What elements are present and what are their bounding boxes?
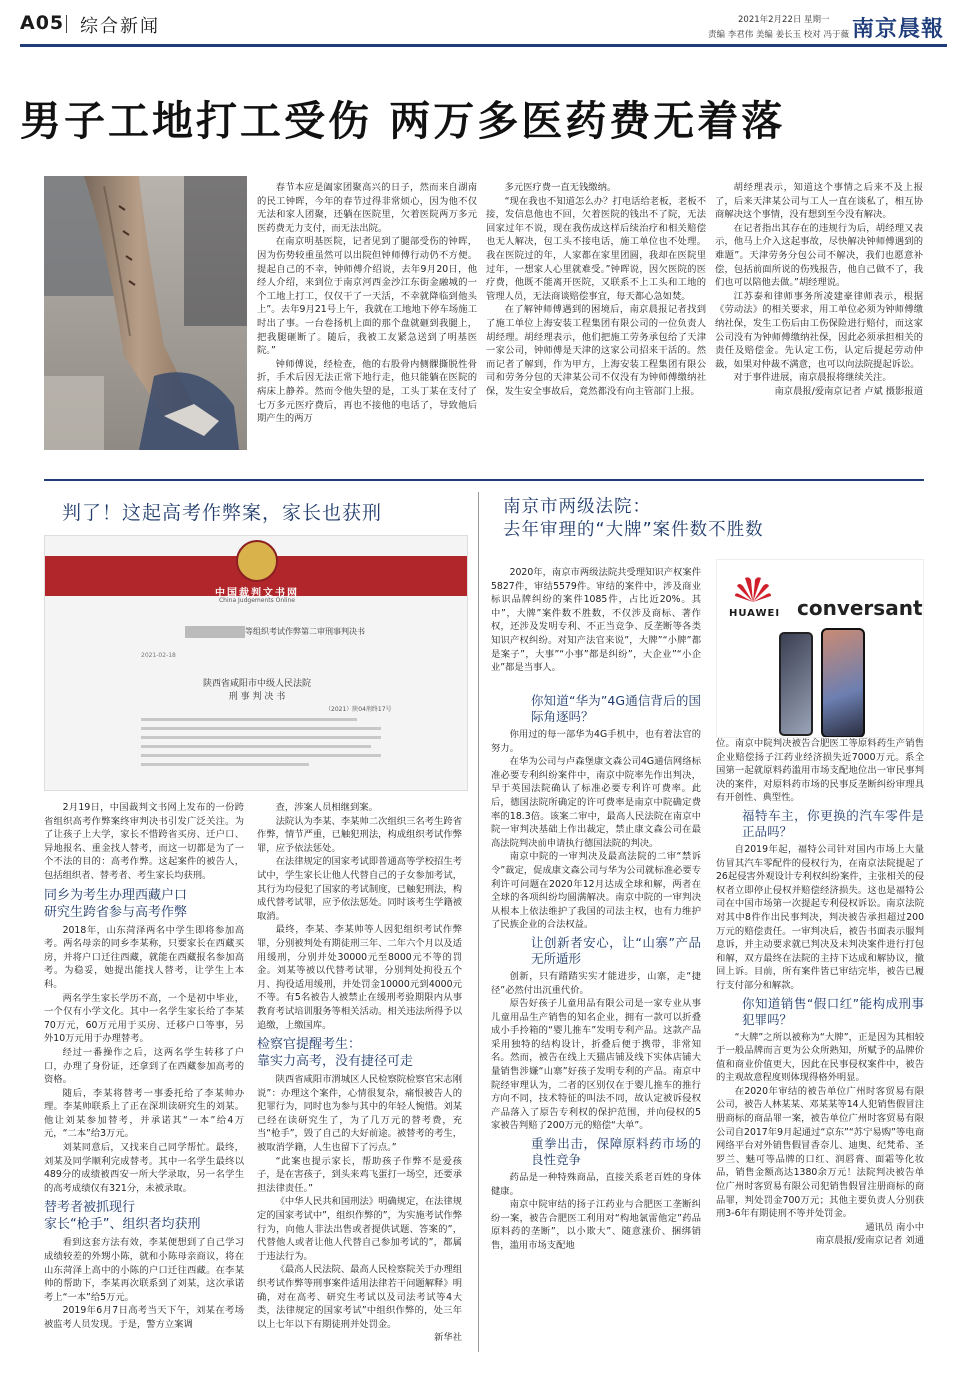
top-story-byline: 南京晨报/爱南京记者 卢斌 摄影报道: [774, 385, 923, 397]
paragraph: 法院认为李某、李某帅二次组织三名考生跨省作弊，情节严重，已触犯刑法，构成组织考试作弊罪，应予依法惩处。: [257, 815, 462, 854]
paragraph: “大牌”之所以被称为“大牌”，正是因为其相较于一般品牌而言更为公众所熟知，所赋予的品牌价值和商业价值更大，因此在民事侵权案件中，被告的主观故意程度则体现得格外明显。: [716, 1031, 924, 1084]
phone-back-image: [779, 632, 813, 736]
document-title: 等组织考试作弊第二审刑事判决书: [245, 627, 365, 636]
newspaper-masthead: 南京晨報: [852, 16, 945, 42]
question-heading-3: 重拳出击，保障原料药市场的良性竞争: [531, 1136, 701, 1168]
right-story-col2: [716, 737, 924, 1248]
paragraph: 陕西省咸阳市渭城区人民检察院检察官宋志刚说”：办理这个案件，心情很复杂，痛恨被告人的犯罪行为，同时也为参与其中的年轻人惋惜。刘某已经在读研究生了，为了几万元的替考费，充当“枪手”，毁了自己的大好前途。被替考的考生，被取消学籍，人生也留下了污点。”: [257, 1074, 462, 1154]
paragraph: 刘某同意后，又找来自己同学帮忙。最终，刘某及同学顺利完成替考。其中一名学生最终以489分的成绩被西安一所大学录取，另一名学生的高考成绩仅有321分，未被录取。: [44, 1142, 244, 1194]
section-name: 综合新闻: [80, 16, 160, 37]
left-story-col2: [257, 801, 462, 1345]
case-number: （2021）陕04刑终17号: [325, 706, 392, 713]
paragraph: 在法律规定的国家考试即普通高等学校招生考试中，学生家长让他人代替自己的子女参加考试，其行为均侵犯了国家的考试制度，已触犯刑法，构成代替考试罪，应予依法惩处。同时该考生学籍被取消。: [257, 856, 462, 922]
paragraph: 《中华人民共和国刑法》明确规定，在法律规定的国家考试中”，组织作弊的”，为实施考试作弊行为，向他人非法出售或者提供试题、答案的”，代替他人或者让他人代替自己参加考试的”，都属于违法行为。: [257, 1196, 462, 1262]
subhead-3: 检察官提醒考生： 靠实力高考，没有捷径可走: [257, 1037, 414, 1070]
paragraph: 经过一番操作之后，这两名学生转移了户口，办理了身份证，还拿到了在西藏参加高考的资格。: [44, 1046, 244, 1086]
site-title: 中国裁判文书网: [215, 588, 299, 599]
column-divider: [478, 492, 479, 1352]
paragraph: 钟师傅说，经检查，他的右股骨内侧髁撕脱性骨折，手术后因无法正常下地行走，他只能躺在医院的病床上静养。然而令他失望的是，工头丁某在支付了七万多元医疗费后，再也不接他的电话了，导致他后期产生的两万: [257, 358, 477, 425]
right-story-intro: [491, 566, 701, 675]
main-headline: 男子工地打工受伤 两万多医药费无着落: [20, 97, 786, 145]
top-story-bottom-rule: [44, 479, 924, 481]
paragraph: 南京中院的一审判决及最高法院的二审“禁诉令”裁定，促成康文森公司与华为公司就标准必要专利许可问题在2020年12月达成全球和解，两者在全球的各项纠纷均圆满解决。南京中院的一审判决从根本上依法维护了我国的司法主权，也有力维护了民族企业的合法权益。: [491, 851, 701, 931]
right-story-col1: [491, 690, 701, 1253]
huawei-conversant-image: [716, 559, 924, 738]
question-heading-5: 你知道销售“假口红”能构成刑事犯罪吗？: [742, 995, 924, 1027]
page-number: A05: [20, 12, 65, 34]
paragraph: “现在我也不知道怎么办？打电话给老板，老板不接，发信息他也不回，欠着医院的钱出不了院，无法回家过年不说，现在我伤成这样后续治疗和相关赔偿也无人解决，包工头不接电话，施工单位也不处理。我在医院过的年，人家都在家里团圆，我却在医院里过年，一想家人心里就难受。”钟晖说，因欠医院的医疗费，他既不能离开医院，又联系不上工头和工地的管理人员，无法商谈赔偿事宜，每天都心急如焚。: [486, 195, 706, 302]
editor-credits: 责编 李君伟 美编 姜长玉 校对 冯于薇: [708, 30, 850, 40]
paragraph: 自2019年起，福特公司针对国内市场上大量仿冒其汽车零配件的侵权行为，在南京法院提起了26起侵害外观设计专利权纠纷案件，主张相关的侵权者立即停止侵权并赔偿经济损失。这也是福特公司在中国市场第一次提起专利侵权诉讼。南京法院对其中8件作出民事判决，判决被告承担超过200万元的赔偿责任。一审判决后，被告书面表示服判息诉，并主动要求就已判决及未判决案件进行打包和解，双方最终在法院的主持下达成和解协议，撤回上诉。目前，所有案件皆已审结完毕，被告已履行支付部分和解款。: [716, 843, 924, 991]
blurred-text-lines: [141, 718, 381, 772]
question-heading-2: 让创新者安心，让“山寨”产品无所遁形: [531, 934, 701, 966]
conversant-brand: conversant: [797, 596, 923, 620]
court-emblem-icon: [236, 540, 278, 582]
judgement-screenshot: [44, 535, 468, 791]
paragraph: 最终，李某、李某帅等人因犯组织考试作弊罪，分别被判处有期徒刑三年、二年六个月以及适用缓刑，分别并处30000元至8000元不等的罚金。刘某等被以代替考试罪，分别判处拘役五个月、拘役适用缓刑，并处罚金10000元到4000元不等。有5名被告人被禁止在缓刑考验期限内从事教育考试培训服务等相关活动。相关违法所得予以追缴，上缴国库。: [257, 924, 462, 1031]
judgement-type: 刑 事 判 决 书: [228, 692, 286, 702]
right-story-byline-2: 南京晨报/爱南京记者 刘通: [815, 1235, 924, 1247]
injured-leg-image: [44, 176, 247, 450]
paragraph: 在了解钟师傅遇到的困境后，南京晨报记者找到了施工单位上海安装工程集团有限公司的一位负责人胡经理。胡经理表示，他们把施工劳务承包给了天津一家公司，钟师傅是天津的这家公司招来干活的。然而记者了解到，作为甲方，上海安装工程集团有限公司和劳务分包的天津某公司不仅没有为钟师傅缴纳社保，发生安全事故后，竟然都没有向主管部门上报。: [486, 304, 706, 397]
paragraph: 春节本应是阖家团聚高兴的日子，然而来自湖南的民工钟晖，今年的春节过得非常烦心，因为他不仅无法和家人团聚，还躺在医院里，欠着医院两万多元医药费无力支付，而无法出院。: [257, 182, 477, 234]
question-heading-1: 你知道“华为”4G通信背后的国际角逐吗？: [531, 693, 701, 724]
paragraph: 药品是一种特殊商品，直接关系老百姓的身体健康。: [491, 1172, 701, 1197]
paragraph: 2018年，山东菏泽两名中学生即将参加高考。两名母亲的同乡李某称，只要家长在西藏买房，并将户口迁往西藏，就能在西藏报名参加高考。为稳妥，她提出能找人替考，让学生上本科。: [44, 924, 244, 990]
paragraph: 查，涉案人员相继到案。: [275, 802, 378, 813]
paragraph: “此案也提示家长，帮助孩子作弊不是爱孩子，是在害孩子，到头来鸡飞蛋打一场空，还要承担法律责任。”: [257, 1155, 462, 1194]
right-story-byline-1: 通讯员 南小中: [865, 1221, 924, 1233]
subhead-1: 同乡为考生办理西藏户口 研究生跨省参与高考作弊: [44, 887, 188, 920]
paragraph: 你用过的每一部华为4G手机中，也有着法官的努力。: [491, 729, 701, 754]
left-story-byline: 新华社: [434, 1332, 462, 1344]
left-story-col1: [44, 801, 244, 1332]
paragraph: 两名学生家长学历不高，一个是初中毕业，一个仅有小学文化。其中一名学生家长给了李某70万元，60万元用于买房、迁移户口等事，另外10万元用于办理替考。: [44, 992, 244, 1045]
document-date: 2021-02-18: [141, 652, 176, 659]
paragraph: 2020年，南京市两级法院共受理知识产权案件5827件，审结5579件。审结的案件中，涉及商业标识品牌纠纷的案件1085件，占比近20%。其中”，大牌”案件数不胜数，不仅涉及商标、著作权，还涉及发明专利、不正当竞争、反垄断等各类知识产权纠纷。对知产法官来说”，大牌”“小牌”都是案子”，大事”“小事”都是纠纷”，大企业”“小企业”都是当事人。: [491, 567, 701, 674]
paragraph: 对于事件进展，南京晨报将继续关注。: [733, 372, 892, 384]
paragraph: 江苏泰和律师事务所凌建豪律师表示，根据《劳动法》的相关要求，用工单位必须为钟师傅缴纳社保，发生工伤后由工伤保险进行赔付，而这家公司没有为钟师傅缴纳社保，因此必须承担相关的责任及赔偿金。先认定工伤，认定后提起劳动仲裁，如果对仲裁不满意，也可以向法院提起诉讼。: [715, 290, 923, 370]
question-heading-4: 福特车主，你更换的汽车零件是正品吗？: [742, 807, 924, 839]
top-story-col1: [257, 181, 477, 426]
redacted-name: [185, 626, 245, 638]
site-subtitle: China Judgements Online: [218, 597, 295, 604]
paragraph: 随后，李某将替考一事委托给了李某帅办理。李某帅联系上了正在深圳读研究生的刘某。他让刘某参加替考，并承诺其“一本”给4万元，“二本”给3万元。: [44, 1087, 244, 1140]
paragraph: 《最高人民法院、最高人民检察院关于办理组织考试作弊等刑事案件适用法律若干问题解释》明确，对在高考、研究生考试以及司法考试等4大类，法律规定的国家考试”中组织作弊的，处三年以上七年以下有期徒刑并处罚金。: [257, 1264, 462, 1330]
paragraph: 看到这套方法有效，李某便想到了自己学习成绩较差的外甥小陈，就和小陈母亲商议，将在山东菏泽上高中的小陈的户口迁往西藏。在李某帅的帮助下，李某再次联系到了刘某，这次承诺考上“一本”给5万元。: [44, 1237, 244, 1303]
paragraph: 在记者指出其存在的违规行为后，胡经理又表示，他马上介入这起事故，尽快解决钟师傅遇到的难题”。天津劳务分包公司不解决，我们也愿意补偿，包括前面所说的伤残报告，他自己做不了，我们也可以陪他去做。”胡经理说。: [715, 222, 923, 289]
paragraph: 2019年6月7日高考当天下午，刘某在考场被监考人员发现。于是，警方立案调: [44, 1305, 244, 1330]
top-story-col3: [715, 181, 923, 399]
court-name: 陕西省咸阳市中级人民法院: [202, 679, 311, 689]
left-story-headline: 判了！这起高考作弊案，家长也获刑: [62, 502, 383, 524]
paragraph: 位。南京中院判决被告合肥医工等原料药生产销售企业赔偿扬子江药业经济损失近7000万元。系全国第一起就原料药滥用市场支配地位出一审民事判决的案件，对原料药市场的民事反垄断纠纷审理具有开创性、典型性。: [716, 738, 924, 804]
paragraph: 原告好孩子儿童用品有限公司是一家专业从事儿童用品生产销售的知名企业，拥有一款可以折叠成小手拎箱的“婴儿推车”发明专利产品。这款产品采用独特的结构设计，折叠后便于携带，非常知名。然而，被告在线上天猫店铺及线下实体店铺大量销售涉嫌“山寨”好孩子发明专利的产品。南京中院经审理认为，二者的区别仅在于婴儿推车的推行方向不同，技术特征的叫法不同，故认定被诉侵权产品落入了原告专利权的保护范围，并向侵权的5家被告判赔了200万元的赔偿“大单”。: [491, 998, 701, 1132]
huawei-logo-icon: [733, 574, 773, 604]
header-separator: [66, 15, 67, 33]
subhead-2: 替考者被抓现行 家长“枪手”、组织者均获刑: [44, 1200, 201, 1233]
right-story-headline: 南京市两级法院： 去年审理的“大牌”案件数不胜数: [503, 497, 764, 540]
paragraph: 胡经理表示，知道这个事情之后来不及上报了，后来天津某公司与工人一直在谈私了，相互协商解决这个事情，没有想到至今没有解决。: [715, 182, 923, 221]
paragraph: 2月19日，中国裁判文书网上发布的一份跨省组织高考作弊案终审判决书引发广泛关注。为了让孩子上大学，家长不惜跨省买房、迁户口、异地报名、重金找人替考，而这一切都是为了一个不法的目的：高考作弊。这起案件的被告人，包括组织者、替考者、考生家长均获刑。: [44, 802, 244, 881]
huawei-brand: HUAWEI: [729, 608, 781, 619]
paragraph: 在南京明基医院，记者见到了腿部受伤的钟晖，因为伤势较重虽然可以出院但钟师傅行动仍不方便。提起自己的不幸，钟师傅介绍说，去年9月20日，他经人介绍，来到位于南京河西金沙江东街金融城的一个工地上打工，仅仅干了一天活，不幸就降临到他头上”。去年9月21号上午，我就在工地地下停车场施工时出了事。一台卷扬机上面的那个盘就砸到我腿上，把我腿砸断了。随后，我被工友紧急送到了明基医院。”: [257, 236, 477, 357]
paragraph: 创新，只有踏踏实实才能进步，山寨，走“捷径”必然付出沉重代价。: [491, 970, 701, 996]
paragraph: 在华为公司与卢森堡康文森公司4G通信网络标准必要专利纠纷案件中，南京中院率先作出判决，早于英国法院确认了标准必要专利许可费率。此后，德国法院所确定的许可费率是南京中院确定费率的18.3倍。该案二审中，最高人民法院在南京中院一审判决基础上作出裁定，禁止康文森公司在最高法院判决前申请执行德国法院的判决。: [491, 756, 701, 849]
paragraph: 多元医疗费一直无钱缴纳。: [504, 182, 617, 193]
phone-front-image: [821, 628, 865, 738]
paragraph: 在2020年审结的被告单位广州时客贸易有限公司，被告人林某某、邓某某等14人犯销售假冒注册商标的商品罪一案，被告单位广州时客贸易有限公司自2017年9月起通过“京东”“苏宁易购”等电商网络平台对外销售假冒香奈儿、迪奥、纪梵希、圣罗兰、魅可等品牌的口红、润唇膏、面霜等化妆品，销售金额高达1380余万元！法院判决被告单位广州时客贸易有限公司犯销售假冒注册商标的商品罪，判处罚金700万元；其他主要负责人分别获刑3-6年有期徒刑不等并处罚金。: [716, 1085, 924, 1220]
issue-date: 2021年2月22日 星期一: [738, 15, 830, 25]
injured-leg-photo: [44, 176, 247, 450]
paragraph: 南京中院审结的扬子江药业与合肥医工垄断纠纷一案，被告合肥医工利用对“构地氯雷他定”药品原料药的垄断”，以小欺大”、随意涨价、捆绑销售，滥用市场支配地: [491, 1199, 701, 1251]
header-rule: [20, 44, 947, 47]
top-story-col2: [486, 181, 706, 399]
